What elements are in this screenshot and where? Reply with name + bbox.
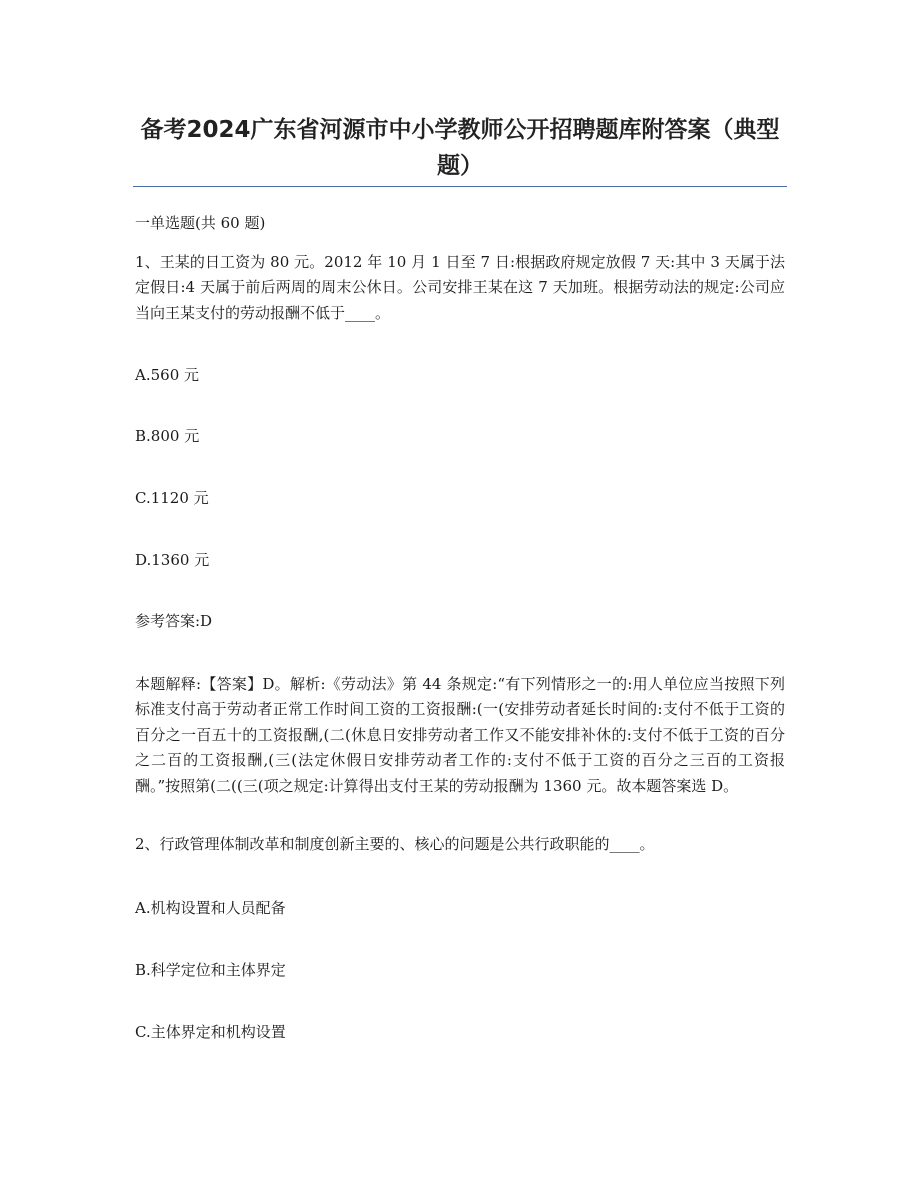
question-1-answer: 参考答案:D	[135, 612, 213, 630]
title-divider	[133, 186, 787, 187]
question-2-stem: 2、行政管理体制改革和制度创新主要的、核心的问题是公共行政职能的____。	[135, 835, 655, 853]
question-1-option-d: D.1360 元	[135, 551, 210, 569]
question-2-option-a: A.机构设置和人员配备	[135, 899, 286, 917]
question-2-option-c: C.主体界定和机构设置	[135, 1023, 286, 1041]
question-1-explanation: 本题解释:【答案】D。解析:《劳动法》第 44 条规定:“有下列情形之一的:用人单位应当按照下列标准支付高于劳动者正常工作时间工资的工资报酬:(一(安排劳动者延长时间的:支付不低于工资的百分之一百五十的工资报酬,(二(休息日安排劳动者工作又不能安排补休的:支付不低于工资的百分之二百的工资报酬,(三(法定休假日安排劳动者工作的:支付不低于工资的百分之三百的工资报酬。”按照第(二((三(项之规定:计算得出支付王某的劳动报酬为 1360 元。故本题答案选 D。	[135, 675, 785, 795]
question-1-option-a: A.560 元	[135, 366, 199, 384]
question-1-stem: 1、王某的日工资为 80 元。2012 年 10 月 1 日至 7 日:根据政府规定放假 7 天:其中 3 天属于法定假日:4 天属于前后两周的周末公休日。公司安排王某在这 7 天加班。根据劳动法的规定:公司应当向王某支付的劳动报酬不低于____。	[135, 253, 785, 322]
section-header: 一单选题(共 60 题)	[135, 214, 266, 232]
question-1-option-b: B.800 元	[135, 427, 200, 445]
document-title: 备考2024广东省河源市中小学教师公开招聘题库附答案（典型题）	[140, 117, 780, 179]
question-1-option-c: C.1120 元	[135, 489, 209, 507]
question-2-option-b: B.科学定位和主体界定	[135, 961, 286, 979]
